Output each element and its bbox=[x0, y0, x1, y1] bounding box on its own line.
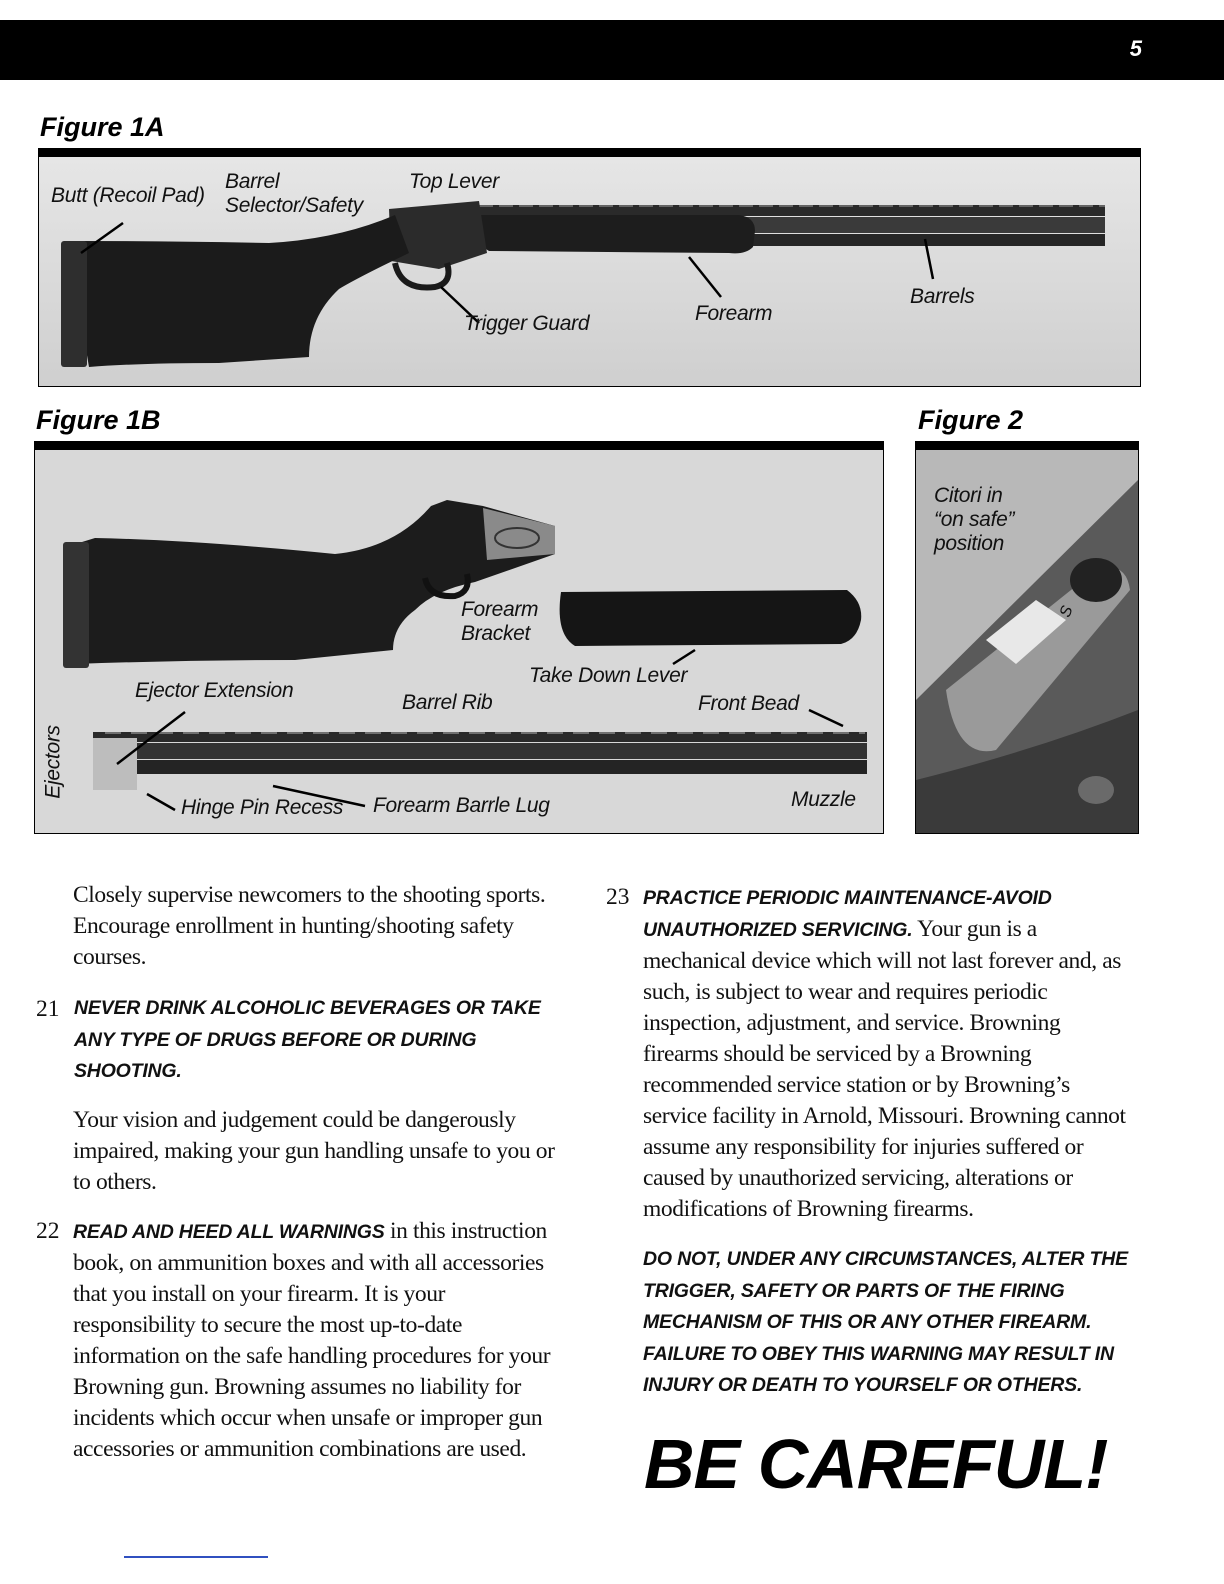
safe-mark-s: S bbox=[1056, 604, 1077, 620]
label-barrel-selector-line2: Selector/Safety bbox=[225, 194, 363, 217]
figure-2-photo bbox=[915, 441, 1139, 834]
label-butt-recoil-pad: Butt (Recoil Pad) bbox=[51, 184, 205, 207]
label-forearm-bracket-line2: Bracket bbox=[461, 622, 531, 645]
item-22-body: in this instruction book, on ammunition boxes and with all accessories that you install on your firearm. It is your responsibility to secure the most up-to-date information on the safe handling procedures for your Browning gun. Browning assumes no liability for incidents which occur when unsafe or improper gun accessories or ammunition combinations are used. bbox=[73, 1218, 551, 1462]
item-22-heading: READ AND HEED ALL WARNINGS bbox=[73, 1221, 385, 1243]
item-21-number: 21 bbox=[36, 996, 60, 1022]
figure-2-caption-line1: Citori in bbox=[934, 484, 1003, 507]
figure-1b-title: Figure 1B bbox=[36, 405, 161, 435]
item-22-paragraph bbox=[73, 1216, 563, 1465]
label-muzzle: Muzzle bbox=[791, 788, 856, 811]
label-top-lever: Top Lever bbox=[409, 170, 499, 193]
figure-1a-photo bbox=[38, 148, 1141, 387]
label-forearm: Forearm bbox=[695, 302, 773, 325]
figure-2-caption-line2: “on safe” bbox=[934, 508, 1015, 531]
label-ejector-extension: Ejector Extension bbox=[135, 679, 294, 702]
page-number: 5 bbox=[1129, 36, 1142, 61]
figure-1a-title: Figure 1A bbox=[40, 112, 165, 142]
label-barrels: Barrels bbox=[910, 285, 975, 308]
shotgun-disassembled-illustration bbox=[35, 450, 883, 833]
item-23-number: 23 bbox=[606, 884, 630, 910]
intro-paragraph bbox=[73, 880, 563, 973]
footer-rule bbox=[124, 1556, 268, 1558]
label-take-down-lever: Take Down Lever bbox=[529, 664, 688, 687]
label-hinge-pin-recess: Hinge Pin Recess bbox=[181, 796, 344, 819]
item-21-heading: NEVER DRINK ALCOHOLIC BEVERAGES OR TAKE ANY TYPE OF DRUGS BEFORE OR DURING SHOOTING. bbox=[74, 997, 541, 1082]
label-trigger-guard: Trigger Guard bbox=[464, 312, 590, 335]
figure-1b-photo bbox=[34, 441, 884, 834]
item-23-paragraph bbox=[643, 882, 1138, 1225]
figure-2-caption-line3: position bbox=[934, 532, 1004, 555]
label-ejectors: Ejectors bbox=[41, 725, 65, 799]
item-23-heading: PRACTICE PERIODIC MAINTENANCE-AVOID UNAUTHORIZED SERVICING. bbox=[643, 887, 1052, 941]
item-22-number: 22 bbox=[36, 1218, 60, 1244]
page-header-bar bbox=[0, 20, 1224, 80]
label-forearm-bracket-line1: Forearm bbox=[461, 598, 539, 621]
label-barrel-rib: Barrel Rib bbox=[402, 691, 493, 714]
label-front-bead: Front Bead bbox=[698, 692, 799, 715]
label-forearm-barrle-lug: Forearm Barrle Lug bbox=[373, 794, 550, 817]
figure-2-title: Figure 2 bbox=[918, 405, 1024, 435]
item-21-body bbox=[73, 1105, 563, 1198]
be-careful-heading: BE CAREFUL! bbox=[644, 1425, 1108, 1503]
item-23-body: Your gun is a mechanical device which will not last forever and, as such, is subject to wear and requires periodic inspection, adjustment, and service. Browning firearms should be serviced by a Browning recommended service station or by Browning’s service facility in Arnold, Missouri. Browning cannot assume any responsibility for injuries suffered or caused by unauthorized servicing, alterations or modifications of Browning firearms. bbox=[643, 916, 1126, 1222]
item-21-body-text: Your vision and judgement could be dangerously impaired, making your gun handling unsafe to you or to others. bbox=[73, 1107, 555, 1195]
label-barrel-selector-line1: Barrel bbox=[225, 170, 280, 193]
intro-text: Closely supervise newcomers to the shooting sports. Encourage enrollment in hunting/shooting safety courses. bbox=[73, 882, 546, 970]
firearm-alteration-warning: DO NOT, UNDER ANY CIRCUMSTANCES, ALTER THE TRIGGER, SAFETY OR PARTS OF THE FIRING MECHANISM OF THIS OR ANY OTHER FIREARM. FAILURE TO OBEY THIS WARNING MAY RESULT IN INJURY OR DEATH TO YOURSELF OR OTHERS. bbox=[643, 1248, 1128, 1396]
